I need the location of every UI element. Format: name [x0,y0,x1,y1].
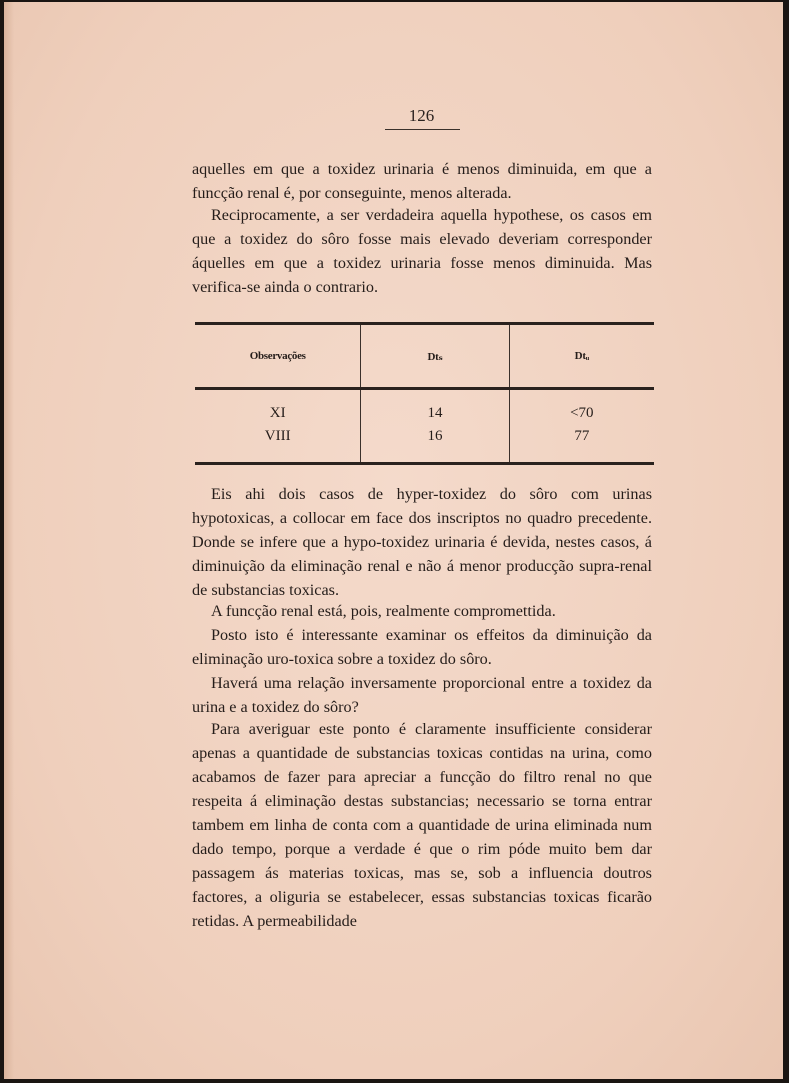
header-dts: Dtₛ [361,324,509,389]
paragraph-6: Haverá uma relação inversamente proporcional entre a toxidez da urina e a toxidez do sôro? [192,674,652,716]
paragraph-7: Para averiguar este ponto é claramente insufficiente considerar apenas a quantidade de substancias toxicas contidas na urina, como acabamos de fazer para apreciar a funcção do filtro renal no que respeita á eliminação destas substancias; necessario se torna entrar tambem em linha de conta com a quantidade de urina eliminada num dado tempo, porque a verdade é que o rim póde muito bem dar passagem ás materias toxicas, mas se, sob a influencia doutros factores, a oliguria se estabelecer, essas substancias toxicas ficarão retidas. A permeabilidade [192,720,652,930]
cell-dts: 16 [361,425,509,464]
cell-dtu: <70 [509,389,654,426]
observations-table [195,322,654,465]
paragraph-2: Reciprocamente, a ser verdadeira aquella hypothese, os casos em que a toxidez do sôro fosse mais elevado deveriam corresponder áquelles em que a toxidez urinaria fosse menos diminuida. Mas verifica-se ainda o contrario. [192,206,652,296]
paragraph-1: aquelles em que a toxidez urinaria é menos diminuida, em que a funcção renal é, por conseguinte, menos alterada. [192,160,652,202]
table-row [195,389,654,426]
cell-observation: XI [269,405,286,421]
table-row [195,425,654,464]
book-page [4,2,783,1079]
paragraph-4: A funcção renal está, pois, realmente compromettida. [211,602,556,620]
cell-observation: VIII [264,428,291,444]
header-observacoes: Observações [195,324,361,389]
paragraph-5: Posto isto é interessante examinar os effeitos da diminuição da eliminação uro-toxica sobre a toxidez do sôro. [192,626,652,668]
paragraph-3: Eis ahi dois casos de hyper-toxidez do sôro com urinas hypotoxicas, a collocar em face dos inscriptos no quadro precedente. Donde se infere que a hypo-toxidez urinaria é devida, nestes casos, á diminuição da eliminação renal e não á menor producção supra-renal de substancias toxicas. [192,485,652,599]
page-number: 126 [408,106,435,125]
cell-dts: 14 [361,389,509,426]
page-number-rule [385,129,460,130]
cell-dtu: 77 [509,425,654,464]
table-header-row [195,324,654,389]
page-edge [4,2,14,1079]
header-dtu: Dtᵤ [509,324,654,389]
